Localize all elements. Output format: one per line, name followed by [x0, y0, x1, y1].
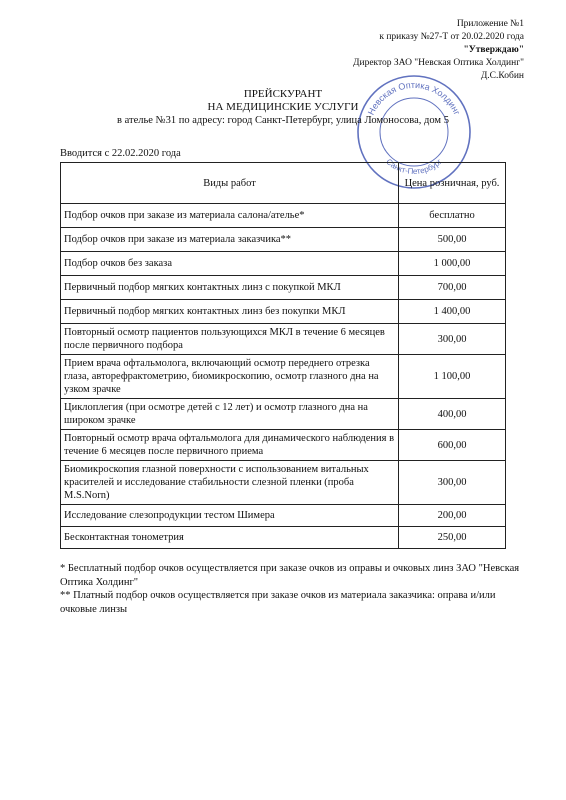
approval-line-5: Д.С.Кобин	[480, 71, 524, 81]
table-row	[61, 324, 506, 355]
approval-line-4: Директор ЗАО "Невская Оптика Холдинг"	[353, 58, 524, 68]
document-title	[0, 88, 566, 127]
service-cell: Повторный осмотр пациентов пользующихся МКЛ в течение 6 месяцев после первичного подбора	[61, 324, 399, 355]
service-cell: Подбор очков при заказе из материала салона/ателье*	[61, 204, 399, 228]
table-row	[61, 461, 506, 505]
table-row	[61, 276, 506, 300]
table-header-row	[61, 163, 506, 204]
price-cell: 1 100,00	[399, 355, 506, 399]
service-cell: Прием врача офтальмолога, включающий осмотр переднего отрезка глаза, авторефрактометрию, биомикроскопию, осмотр глазного дна на узком зрачке	[61, 355, 399, 399]
stamp-city: Санкт-Петербург	[384, 157, 444, 177]
footnote-2: ** Платный подбор очков осуществляется при заказе очков из материала заказчика: оправа и/или очковые линзы	[60, 590, 496, 615]
price-cell: 600,00	[399, 430, 506, 461]
price-cell: 500,00	[399, 228, 506, 252]
price-cell: 1 400,00	[399, 300, 506, 324]
table-row	[61, 204, 506, 228]
service-cell: Первичный подбор мягких контактных линз без покупки МКЛ	[61, 300, 399, 324]
header-price: Цена розничная, руб.	[399, 163, 506, 204]
table-row	[61, 300, 506, 324]
table-row	[61, 228, 506, 252]
approval-line-2: к приказу №27-Т от 20.02.2020 года	[379, 32, 524, 42]
stamp-text: Невская Оптика Холдинг	[365, 79, 463, 117]
price-cell: 200,00	[399, 505, 506, 527]
service-cell: Циклоплегия (при осмотре детей с 12 лет) и осмотр глазного дна на широком зрачке	[61, 399, 399, 430]
price-cell: 700,00	[399, 276, 506, 300]
service-cell: Бесконтактная тонометрия	[61, 527, 399, 549]
table-row	[61, 430, 506, 461]
price-cell: 300,00	[399, 461, 506, 505]
header-service: Виды работ	[61, 163, 399, 204]
title-line-2: НА МЕДИЦИНСКИЕ УСЛУГИ	[207, 101, 359, 113]
title-line-1: ПРЕЙСКУРАНТ	[243, 88, 323, 100]
service-cell: Повторный осмотр врача офтальмолога для динамического наблюдения в течение 6 месяцев после первичного приема	[61, 430, 399, 461]
table-row	[61, 252, 506, 276]
service-cell: Исследование слезопродукции тестом Шимера	[61, 505, 399, 527]
effective-date: Вводится с 22.02.2020 года	[60, 148, 181, 159]
service-cell: Подбор очков без заказа	[61, 252, 399, 276]
table-row	[61, 355, 506, 399]
service-cell: Биомикроскопия глазной поверхности с использованием витальных красителей и исследование стабильности слезной пленки (проба M.S.Norn)	[61, 461, 399, 505]
footnotes	[60, 562, 530, 616]
service-cell: Подбор очков при заказе из материала заказчика**	[61, 228, 399, 252]
service-cell: Первичный подбор мягких контактных линз с покупкой МКЛ	[61, 276, 399, 300]
price-cell: 250,00	[399, 527, 506, 549]
approval-line-1: Приложение №1	[456, 19, 524, 29]
table-row	[61, 399, 506, 430]
price-table	[60, 162, 506, 549]
price-cell: 1 000,00	[399, 252, 506, 276]
title-line-3: в ателье №31 по адресу: город Санкт-Петербург, улица Ломоносова, дом 5	[117, 115, 449, 126]
price-cell: 300,00	[399, 324, 506, 355]
table-row	[61, 527, 506, 549]
price-cell: бесплатно	[399, 204, 506, 228]
footnote-1: * Бесплатный подбор очков осуществляется при заказе очков из оправы и очковых линз ЗАО "Невская Оптика Холдинг"	[60, 563, 520, 588]
approval-line-3: "Утверждаю"	[463, 45, 524, 55]
table-row	[61, 505, 506, 527]
price-cell: 400,00	[399, 399, 506, 430]
